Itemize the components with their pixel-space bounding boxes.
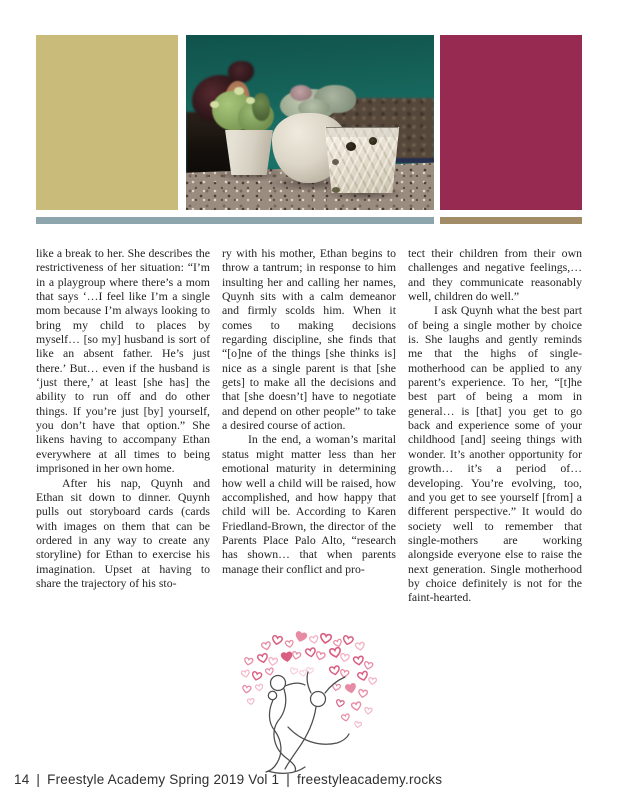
page-footer: [14, 772, 604, 787]
photo-left-pot: [223, 130, 275, 175]
paragraph: After his nap, Quynh and Ethan sit down to dinner. Quynh pulls out storyboard cards (cards with images on them that can be ordered in any way to create any storyline) for Ethan to exercise his imagination. Upset at having to share the trajectory of his sto-: [36, 475, 210, 590]
divider-bar-tan: [440, 217, 582, 224]
footer-separator: |: [36, 772, 41, 787]
publication-title: Freestyle Academy Spring 2019 Vol 1: [47, 772, 280, 787]
footer-separator: |: [286, 772, 290, 787]
figure-head: [271, 676, 286, 691]
paragraph: ry with his mother, Ethan begins to throw a tantrum; in response to him insulting her and calling her names, Quynh sits with a calm demeanor and firmly scolds him. When it comes to making decisions regarding discipline, she finds that “[o]ne of the things [she thinks is] nice as a single parent is that [she gets] to make all the decisions and that [she doesn’t] have to negotiate and depend on other people” to take a desired course of action.: [222, 246, 396, 433]
dancing-figures: [266, 672, 349, 773]
paragraph: I ask Quynh what the best part of being a single mother by choice is. She laughs and gently reminds me that the highs of single-motherhood can be applied to any parent’s experience. To her, “[t]he best part of being a mom in general… is [that] you get to go back and experience some of your childhood [and] seeing things with wonder. It’s another opportunity for growth… it’s a period of… developing. You’re evolving, too, and you get to see yourself [from] a different perspective.” It would do society well to remember that single-mothers are working alongside everyone else to raise the next generation. Single motherhood by choice definitely is not for the faint-hearted.: [408, 303, 582, 605]
paragraph: In the end, a woman’s marital status might matter less than her emotional maturity in determining how well a child will be raised, how accomplished, and how happy that child will be. According to Karen Friedland-Brown, the director of the Parents Place Palo Alto, “research has shown… that when parents manage their conflict and pro-: [222, 432, 396, 576]
paragraph: like a break to her. She describes the restrictiveness of her situation: “I’m in a playgroup where there’s a mom that says ‘…I feel like I’m a single mom because I’m always looking to bring my child to places by myself… [so my] husband is sort of like an absent father. He’s just there.’ But… even if the husband is ‘just there,’ at least [she has] the ability to run off and do other things. If you’re just [by] yourself, you don’t have that option.” She likens having to accompany Ethan everywhere at all times to being imprisoned in her own home.: [36, 246, 210, 476]
article-body: [36, 246, 582, 605]
heart-canopy: [241, 631, 376, 728]
hearts-tree-illustration: [233, 627, 385, 775]
text-column-1: [36, 246, 210, 605]
accent-block-magenta: [440, 35, 582, 210]
website-url: freestyleacademy.rocks: [297, 772, 443, 787]
succulents-photo: [186, 35, 434, 210]
figure-head: [311, 692, 326, 707]
divider-bar-bluegray: [36, 217, 434, 224]
text-column-3: [408, 246, 582, 605]
paragraph: tect their children from their own challenges and negative feelings,… and they communicate reasonably well, children do well.”: [408, 246, 582, 304]
page-number: 14: [14, 772, 30, 787]
text-column-2: [222, 246, 396, 605]
accent-block-khaki: [36, 35, 178, 210]
